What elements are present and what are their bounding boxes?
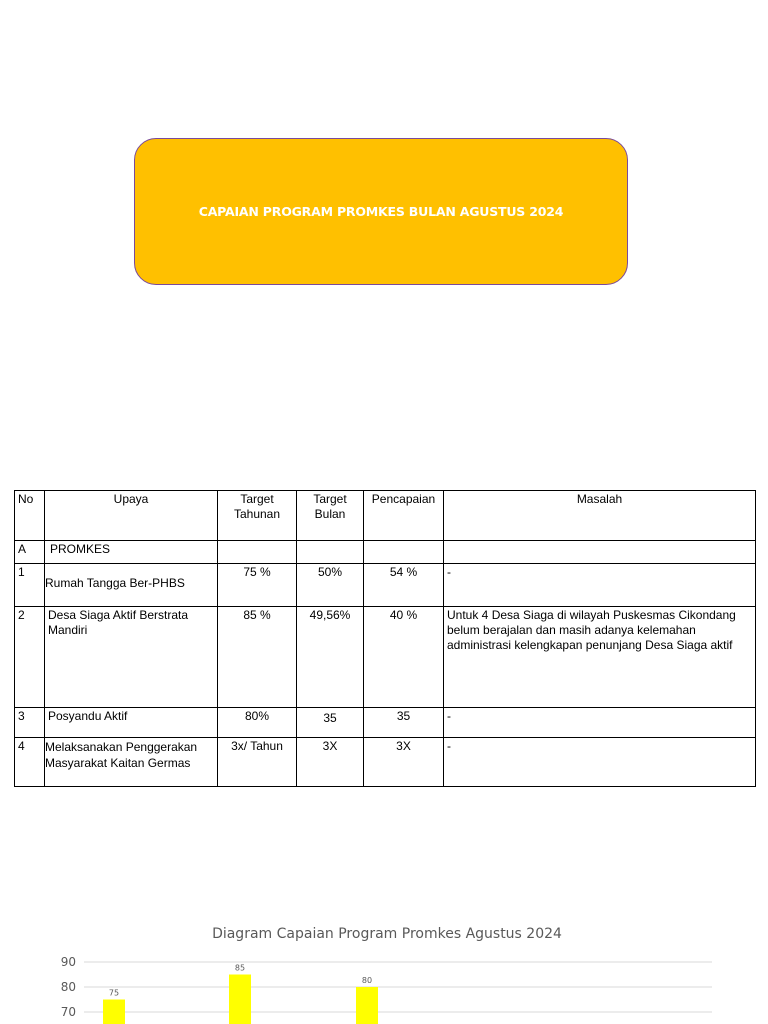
row-no: 2: [15, 607, 45, 708]
y-tick-label: 80: [60, 980, 76, 994]
row-masalah: -: [444, 738, 756, 787]
chart-title: Diagram Capaian Program Promkes Agustus 2024: [212, 926, 562, 942]
row-pencapaian: 3X: [364, 738, 444, 787]
bar-data-label: 80: [361, 976, 373, 985]
header-upaya: Upaya: [45, 491, 218, 541]
row-upaya: Desa Siaga Aktif Berstrata Mandiri: [45, 607, 218, 708]
header-masalah: Masalah: [444, 491, 756, 541]
row-target-bulan: 49,56%: [297, 607, 364, 708]
y-tick-label: 70: [60, 1005, 76, 1019]
row-pencapaian: 35: [364, 708, 444, 738]
y-tick-label: 90: [60, 955, 76, 969]
chart-bar: [229, 975, 251, 1024]
row-pencapaian: 40 %: [364, 607, 444, 708]
row-masalah: -: [444, 708, 756, 738]
row-no: 3: [15, 708, 45, 738]
row-pencapaian: 54 %: [364, 564, 444, 607]
bar-data-label: 75: [108, 988, 120, 998]
header-pencapaian: Pencapaian: [364, 491, 444, 541]
table-row: [15, 708, 756, 738]
row-no: 4: [15, 738, 45, 787]
chart-bar: [356, 987, 378, 1024]
row-masalah: Untuk 4 Desa Siaga di wilayah Puskesmas Cikondang belum berajalan dan masih adanya kelemahan administrasi kelengkapan penunjang Desa Siaga aktif: [444, 607, 756, 708]
program-table: [14, 490, 756, 787]
banner-title: CAPAIAN PROGRAM PROMKES BULAN AGUSTUS 2024: [198, 204, 564, 219]
section-label: PROMKES: [45, 541, 218, 564]
row-target-bulan: 50%: [297, 564, 364, 607]
row-target-tahunan: 85 %: [218, 607, 297, 708]
header-target-tahunan: Target Tahunan: [218, 491, 297, 541]
row-target-bulan: 3X: [297, 738, 364, 787]
table-row: [15, 738, 756, 787]
row-upaya: Rumah Tangga Ber-PHBS: [45, 564, 218, 607]
header-no: No: [15, 491, 45, 541]
row-no: 1: [15, 564, 45, 607]
row-target-tahunan: 75 %: [218, 564, 297, 607]
row-upaya: Posyandu Aktif: [45, 708, 218, 738]
chart-bar: [103, 1000, 125, 1024]
row-target-bulan: 35: [297, 708, 364, 738]
row-target-tahunan: 3x/ Tahun: [218, 738, 297, 787]
bar-data-label: 85: [234, 963, 246, 973]
row-upaya: Melaksanakan Penggerakan Masyarakat Kaitan Germas: [45, 738, 218, 787]
table-header-row: [15, 491, 756, 541]
row-masalah: -: [444, 564, 756, 607]
header-target-bulan: Target Bulan: [297, 491, 364, 541]
section-row: [15, 541, 756, 564]
section-no: A: [15, 541, 45, 564]
table-row: [15, 607, 756, 708]
row-target-tahunan: 80%: [218, 708, 297, 738]
title-banner: [134, 138, 628, 285]
table-row: [15, 564, 756, 607]
bar-chart: [0, 915, 768, 1024]
chart-area: [0, 915, 768, 1024]
